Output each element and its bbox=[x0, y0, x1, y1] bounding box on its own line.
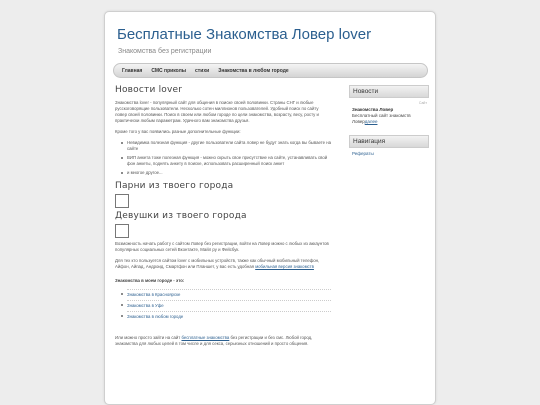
features-intro: Кроме того у вас появились разные дополнительные функции: bbox=[115, 129, 241, 134]
city-list bbox=[127, 289, 331, 321]
nav-item-sms[interactable]: СМС приколы bbox=[151, 67, 187, 74]
city-link-ufa[interactable]: Знакомства в Уфе bbox=[127, 300, 331, 310]
post-title[interactable]: Новости lover bbox=[115, 85, 183, 95]
guys-thumbnail[interactable] bbox=[115, 194, 129, 208]
guys-section-title: Парни из твоего города bbox=[115, 181, 234, 191]
news-item-title: Знакомства Ловер bbox=[352, 107, 394, 112]
main-content bbox=[115, 85, 331, 352]
girls-thumbnail[interactable] bbox=[115, 224, 129, 238]
nav-item-poems[interactable]: стихи bbox=[195, 67, 210, 74]
news-more-link[interactable]: далее bbox=[364, 119, 378, 124]
list-item: ВИП анкета тоже полезная функция - можно скрыть свое присутствие на сайте, устанавливать свой фон анкеты, поднять анкету в поиске, использовать расширенный поиск анкет bbox=[127, 155, 331, 167]
news-widget-title: Новости bbox=[349, 85, 429, 98]
site-title[interactable]: Бесплатные Знакомства Ловер lover bbox=[117, 26, 372, 43]
nav-item-city-dating[interactable]: Знакомства в любом городе bbox=[218, 67, 289, 74]
list-item: Невидимка полезная функция - другие пользователи сайта ловер не будут знать когда вы бываете на сайте bbox=[127, 140, 332, 151]
news-item-text: Бесплатный сайт знакомств Ловер bbox=[352, 113, 411, 124]
sidebar-link-essays[interactable]: Рефераты bbox=[352, 151, 374, 156]
mobile-paragraph bbox=[115, 258, 331, 270]
footer-text-start: Или можно просто зайти на сайт bbox=[115, 335, 181, 340]
site-description: Знакомства без регистрации bbox=[118, 48, 212, 55]
news-date: Сайт bbox=[418, 101, 427, 105]
mobile-text: Для тех кто пользуется сайтом lover с мобильных устройств, также как обычный мобильный телефон, Айфон, Айпад, Андроид, Смартфон или Планшет, у вас есть удобная bbox=[115, 258, 320, 269]
footer-text-end: без регистрации и без смс. Любой город, знакомства для любых целей в том числе и для секса, серьезных отношений и просто общения. bbox=[115, 335, 313, 346]
social-login-paragraph: Возможность начать работу с сайтом Ловер без регистрации, войти на Ловер можно с любых из аккаунтов популярных социальных сетей Вконтакте, Майл ру и Фейсбук. bbox=[115, 241, 329, 252]
list-item: и многое другое... bbox=[127, 170, 331, 176]
city-link-krasnoyarsk[interactable]: Знакомства в Красноярске bbox=[127, 289, 331, 299]
girls-section-title: Девушки из твоего города bbox=[115, 211, 247, 221]
free-dating-link[interactable]: бесплатные знакомства bbox=[181, 335, 230, 340]
nav-item-home[interactable]: Главная bbox=[122, 67, 143, 74]
city-title: Знакомства в моем городе - это: bbox=[115, 278, 185, 283]
page-container bbox=[104, 11, 436, 405]
footer-paragraph bbox=[115, 335, 331, 347]
sidebar bbox=[349, 85, 429, 159]
intro-paragraph: Знакомства lover - популярный сайт для общения в поиске своей половинки. Страны СНГ и любые русскоговорящие пользователи. Несколько сотен миллионов пользователей. Удобный поиск по сайту ловер своей половинки. Поиск в своем или любом городе по цели знакомства, возрасту, весу, росту и практически любым параметрам. Удачного вам знакомства друзья. bbox=[115, 100, 319, 123]
features-list bbox=[127, 140, 331, 176]
main-nav bbox=[113, 63, 428, 78]
navigation-widget-title: Навигация bbox=[349, 135, 429, 148]
city-link-any[interactable]: Знакомства в любом городе bbox=[127, 311, 331, 321]
mobile-version-link[interactable]: мобильная версия знакомств bbox=[255, 264, 314, 269]
news-widget-body bbox=[349, 107, 429, 125]
